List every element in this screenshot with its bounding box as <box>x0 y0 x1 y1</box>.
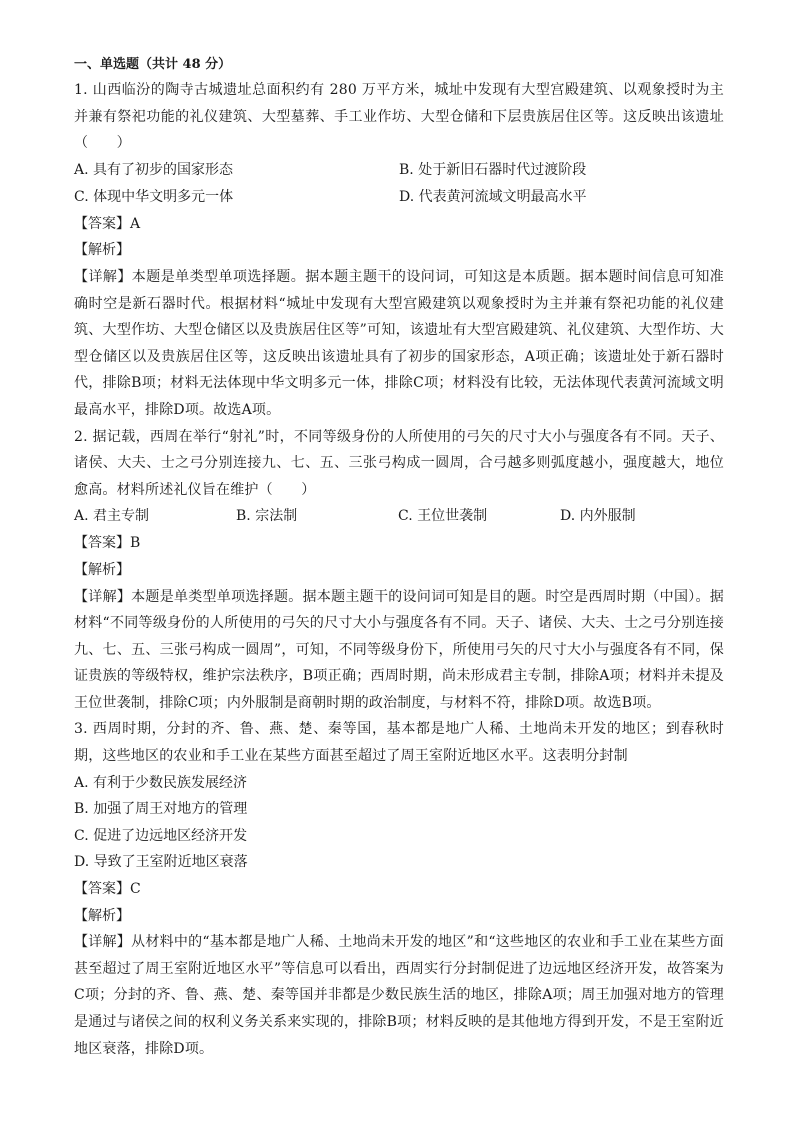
question-stem: 1. 山西临汾的陶寺古城遗址总面积约有 280 万平方米，城址中发现有大型宫殿建筑、以观象授时为主并兼有祭祀功能的礼仪建筑、大型墓葬、手工业作坊、大型仓储和下层贵族居住区等。这反映出该遗址（ ） <box>74 82 724 152</box>
analysis-label: 【解析】 <box>74 907 130 924</box>
question-stem: 3. 西周时期，分封的齐、鲁、燕、楚、秦等国，基本都是地广人稀、土地尚未开发的地区；到春秋时期，这些地区的农业和手工业在某些方面甚至超过了周王室附近地区水平。这表明分封制 <box>74 721 724 765</box>
question-1 <box>74 77 724 424</box>
detail-explanation: 【详解】从材料中的“基本都是地广人稀、土地尚未开发的地区”和“这些地区的农业和手工业在某些方面甚至超过了周王室附近地区水平”等信息可以看出，西周实行分封制促进了边远地区经济开发，故答案为C项；分封的齐、鲁、燕、楚、秦等国并非都是少数民族生活的地区，排除A项；周王加强对地方的管理是通过与诸侯之间的权利义务关系来实现的，排除B项；材料反映的是其他地方得到开发，不是王室附近地区衰落，排除D项。 <box>74 934 724 1057</box>
analysis-label: 【解析】 <box>74 242 130 259</box>
option-b: B. 宗法制 <box>236 508 298 525</box>
option-c: C. 体现中华文明多元一体 <box>74 188 234 205</box>
option-d: D. 内外服制 <box>560 508 636 525</box>
answer-label: 【答案】C <box>74 881 141 898</box>
option-d: D. 代表黄河流域文明最高水平 <box>399 188 587 205</box>
answer-label: 【答案】A <box>74 215 141 232</box>
question-3 <box>74 716 724 1062</box>
option-a: A. 具有了初步的国家形态 <box>74 161 234 178</box>
question-stem: 2. 据记载，西周在举行“射礼”时，不同等级身份的人所使用的弓矢的尺寸大小与强度各有不同。天子、诸侯、大夫、士之弓分别连接九、七、五、三张弓构成一圆周，合弓越多则弧度越小，强度越大，地位愈高。材料所述礼仪旨在维护（ ） <box>74 428 724 498</box>
question-options <box>74 157 724 211</box>
question-options <box>74 770 724 876</box>
option-a: A. 君主专制 <box>74 508 150 525</box>
document-content <box>74 55 724 1062</box>
analysis-label: 【解析】 <box>74 561 130 578</box>
option-c: C. 王位世袭制 <box>398 508 488 525</box>
option-c: C. 促进了边远地区经济开发 <box>74 827 248 844</box>
option-d: D. 导致了王室附近地区衰落 <box>74 854 248 871</box>
detail-explanation: 【详解】本题是单类型单项选择题。据本题主题干的设问词可知是目的题。时空是西周时期（中国）。据材料“不同等级身份的人所使用的弓矢的尺寸大小与强度各有不同。天子、诸侯、大夫、士之弓分别连接九、七、五、三张弓构成一圆周”，可知，不同等级身份下，所使用弓矢的尺寸大小与强度各有不同，保证贵族的等级特权，维护宗法秩序，B项正确；西周时期，尚未形成君主专制，排除A项；材料并未提及王位世袭制，排除C项；内外服制是商朝时期的政治制度，与材料不符，排除D项。故选B项。 <box>74 588 724 711</box>
answer-label: 【答案】B <box>74 535 141 552</box>
option-b: B. 加强了周王对地方的管理 <box>74 801 248 818</box>
question-2 <box>74 424 724 717</box>
section-title: 一、单选题（共计 48 分） <box>74 57 232 72</box>
option-b: B. 处于新旧石器时代过渡阶段 <box>399 161 587 178</box>
question-options <box>74 503 724 530</box>
option-a: A. 有利于少数民族发展经济 <box>74 774 248 791</box>
detail-explanation: 【详解】本题是单类型单项选择题。据本题主题干的设问词，可知这是本质题。据本题时间信息可知准确时空是新石器时代。根据材料“城址中发现有大型宫殿建筑以观象授时为主并兼有祭祀功能的礼仪建筑、大型作坊、大型仓储区以及贵族居住区等”可知，该遗址有大型宫殿建筑、礼仪建筑、大型作坊、大型仓储区以及贵族居住区等，这反映出该遗址具有了初步的国家形态，A项正确；该遗址处于新石器时代，排除B项；材料无法体现中华文明多元一体，排除C项；材料没有比较，无法体现代表黄河流域文明最高水平，排除D项。故选A项。 <box>74 268 724 418</box>
